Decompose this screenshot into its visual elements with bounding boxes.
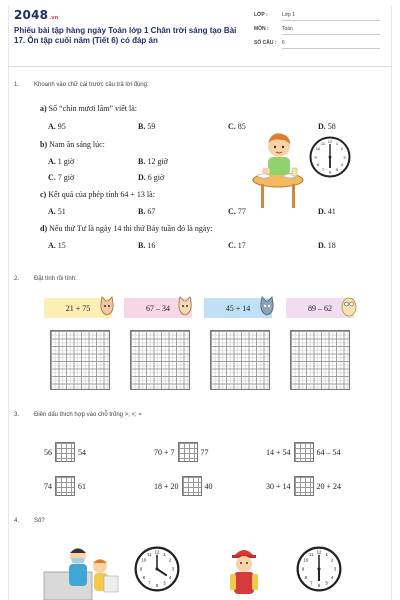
svg-text:9: 9 xyxy=(314,154,317,160)
svg-text:2: 2 xyxy=(330,557,334,563)
q2-card-4: 89 – 62 xyxy=(286,298,354,318)
meta-value-subject: Toán xyxy=(282,26,380,35)
svg-text:9: 9 xyxy=(139,566,143,572)
svg-text:10: 10 xyxy=(303,557,309,563)
q1b-option-b[interactable]: B. 12 giờ xyxy=(138,157,168,166)
svg-text:7: 7 xyxy=(148,580,151,586)
clock-icon xyxy=(296,546,342,592)
svg-text:8: 8 xyxy=(142,574,146,580)
q3-compare-6: 30 + 14 20 + 24 xyxy=(266,476,341,496)
dentist-illustration xyxy=(42,546,122,600)
svg-text:7: 7 xyxy=(321,167,325,172)
q2-prompt: 2. Đặt tính rồi tính: xyxy=(14,276,77,282)
clock-icon xyxy=(134,546,180,592)
q2-answer-grid-1[interactable] xyxy=(50,330,110,390)
q3-compare-3: 14 + 54 64 – 54 xyxy=(266,442,341,462)
cat-icon xyxy=(176,295,194,317)
q1c-question: c) Kết quả của phép tính 64 + 13 là: xyxy=(40,190,155,199)
q1b-option-d[interactable]: D. 6 giờ xyxy=(138,173,165,182)
svg-text:10: 10 xyxy=(141,557,147,563)
svg-text:8: 8 xyxy=(304,574,308,580)
svg-text:6: 6 xyxy=(317,583,321,589)
svg-text:4: 4 xyxy=(330,574,334,580)
svg-text:3: 3 xyxy=(171,566,175,572)
boy-eating-illustration xyxy=(252,128,304,210)
svg-text:6: 6 xyxy=(155,583,159,589)
site-logo[interactable]: 2048.vn xyxy=(14,8,59,22)
q1c-option-c[interactable]: C. 77 xyxy=(228,207,246,216)
q2-card-1: 21 + 75 xyxy=(44,298,112,318)
svg-text:8: 8 xyxy=(316,162,320,167)
q3-compare-5: 18 + 20 40 xyxy=(154,476,213,496)
header-divider xyxy=(8,66,392,67)
worksheet-meta xyxy=(254,12,380,54)
q2-card-3: 45 + 14 xyxy=(204,298,272,318)
q1d-option-b[interactable]: B. 16 xyxy=(138,241,156,250)
meta-key-subject: MÔN : xyxy=(254,26,269,32)
q1b-option-a[interactable]: A. 1 giờ xyxy=(48,157,75,166)
svg-text:11: 11 xyxy=(147,551,152,557)
svg-text:2: 2 xyxy=(340,146,344,151)
svg-text:12: 12 xyxy=(154,549,160,555)
svg-text:9: 9 xyxy=(301,566,305,572)
owl-icon xyxy=(340,295,358,317)
svg-text:5: 5 xyxy=(335,167,339,172)
svg-text:1: 1 xyxy=(325,551,328,557)
q1d-question: d) Nếu thứ Tư là ngày 14 thì thứ Bảy tuần đó là ngày: xyxy=(40,224,213,233)
meta-key-class: LỚP : xyxy=(254,12,268,18)
q2-answer-grid-4[interactable] xyxy=(290,330,350,390)
svg-text:12: 12 xyxy=(316,549,322,555)
q1c-option-b[interactable]: B. 67 xyxy=(138,207,156,216)
q4-prompt: 4. Số? xyxy=(14,518,45,524)
clock-icon xyxy=(309,136,351,178)
q1d-option-c[interactable]: C. 17 xyxy=(228,241,246,250)
cat-icon xyxy=(258,295,276,317)
q1a-option-c[interactable]: C. 85 xyxy=(228,122,246,131)
q3-compare-1: 56 54 xyxy=(44,442,86,462)
q1b-question: b) Nam ăn sáng lúc: xyxy=(40,140,105,149)
q1b-option-c[interactable]: C. 7 giờ xyxy=(48,173,75,182)
q1d-option-d[interactable]: D. 18 xyxy=(318,241,336,250)
q1c-option-d[interactable]: D. 41 xyxy=(318,207,336,216)
q1a-option-b[interactable]: B. 59 xyxy=(138,122,156,131)
q1a-option-d[interactable]: D. 58 xyxy=(318,122,336,131)
q3-prompt: 3. Điền dấu thích hợp vào chỗ trống >; <; = xyxy=(14,412,142,418)
q3-sign-box[interactable] xyxy=(294,476,314,496)
svg-text:11: 11 xyxy=(320,141,326,146)
q3-sign-box[interactable] xyxy=(182,476,202,496)
q3-sign-box[interactable] xyxy=(55,442,75,462)
svg-text:2: 2 xyxy=(168,557,172,563)
svg-text:11: 11 xyxy=(309,551,314,557)
q2-answer-grid-2[interactable] xyxy=(130,330,190,390)
meta-key-count: SỐ CÂU : xyxy=(254,40,277,46)
svg-text:5: 5 xyxy=(325,580,328,586)
svg-text:7: 7 xyxy=(310,580,313,586)
q3-compare-2: 70 + 7 77 xyxy=(154,442,209,462)
cat-icon xyxy=(98,295,116,317)
svg-text:1: 1 xyxy=(163,551,166,557)
child-backpack-illustration xyxy=(226,544,262,600)
svg-text:4: 4 xyxy=(340,162,344,167)
q2-answer-grid-3[interactable] xyxy=(210,330,270,390)
svg-text:5: 5 xyxy=(163,580,166,586)
q1-prompt: 1. Khoanh vào chữ cái trước câu trả lời đúng: xyxy=(14,82,149,88)
meta-value-count: 6 xyxy=(282,40,380,49)
svg-text:3: 3 xyxy=(343,154,346,160)
q3-sign-box[interactable] xyxy=(178,442,198,462)
q1a-option-a[interactable]: A. 95 xyxy=(48,122,66,131)
svg-text:10: 10 xyxy=(315,146,321,151)
svg-text:3: 3 xyxy=(333,566,337,572)
svg-text:12: 12 xyxy=(327,139,333,144)
q2-card-2: 67 – 34 xyxy=(124,298,192,318)
q3-sign-box[interactable] xyxy=(294,442,314,462)
q3-compare-4: 74 61 xyxy=(44,476,86,496)
q1c-option-a[interactable]: A. 51 xyxy=(48,207,66,216)
svg-text:1: 1 xyxy=(335,141,339,146)
meta-value-class: Lớp 1 xyxy=(282,12,380,21)
worksheet-title: Phiếu bài tập hàng ngày Toán lớp 1 Chân trời sáng tạo Bài 17. Ôn tập cuối năm (Tiết 6) có đáp án xyxy=(14,26,237,45)
svg-text:4: 4 xyxy=(168,574,172,580)
svg-text:6: 6 xyxy=(328,169,332,175)
q3-sign-box[interactable] xyxy=(55,476,75,496)
q1a-question: a) Số “chín mươi lăm” viết là: xyxy=(40,104,137,113)
q1d-option-a[interactable]: A. 15 xyxy=(48,241,66,250)
